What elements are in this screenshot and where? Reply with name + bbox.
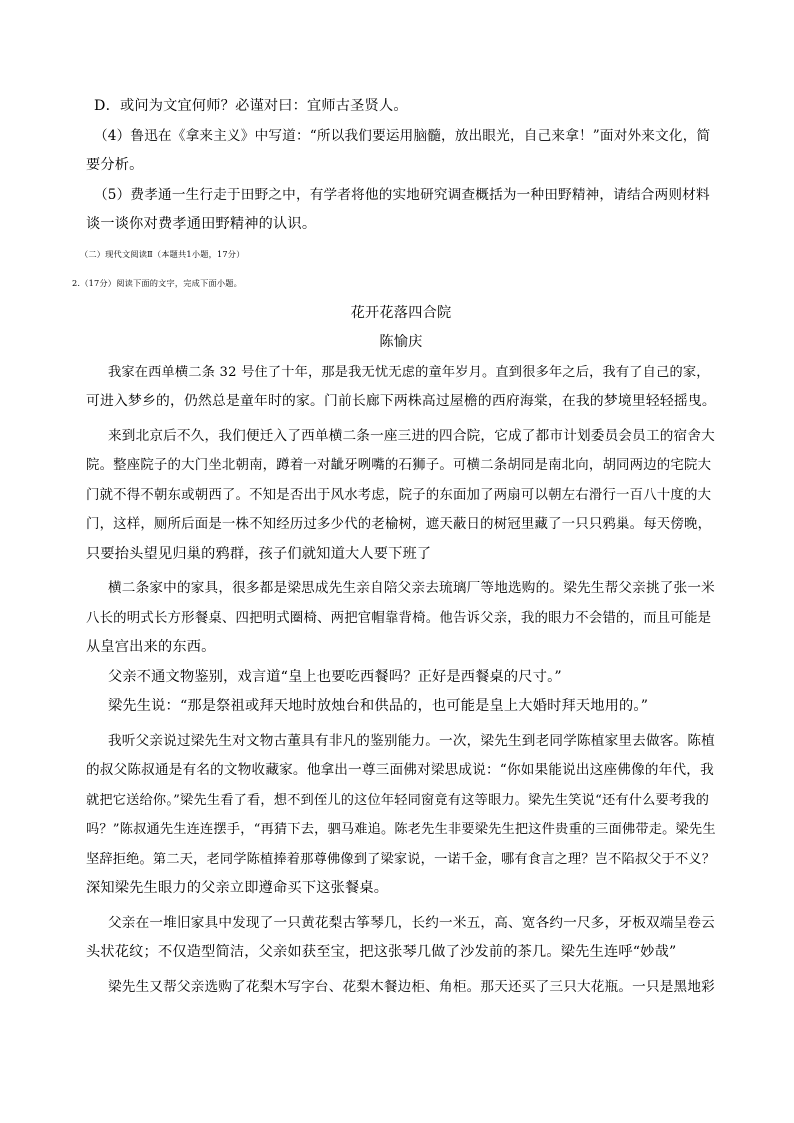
article-paragraph-4 bbox=[86, 663, 716, 693]
paragraph-line: 梁先生又帮父亲选购了花梨木写字台、花梨木餐边柜、角柜。那天还买了三只大花瓶。一只是黑地彩 bbox=[108, 978, 715, 995]
paragraph-line: 我家在西单横二条 32 号住了十年，那是我无忧无虑的童年岁月。直到很多年之后，我有了自己的家， bbox=[108, 364, 710, 380]
section-heading: （二）现代文阅读Ⅱ（本题共1小题，17分） bbox=[80, 248, 245, 259]
paragraph-line: 只要抬头望见归巢的鸦群，孩子们就知道大人要下班了 bbox=[86, 545, 432, 562]
paragraph-line: 父亲在一堆旧家具中发现了一只黄花梨古筝琴几，长约一米五，高、宽各约一尺多，牙板双端呈卷云 bbox=[108, 914, 715, 931]
paragraph-line: 门，这样，厕所后面是一株不知经历过多少代的老榆树，遮天蔽日的树冠里藏了一只只鸦巢。每天傍晚， bbox=[86, 517, 712, 532]
article-title: 花开花落四合院 bbox=[350, 304, 452, 321]
paragraph-line: 横二条家中的家具，很多都是梁思成先生亲自陪父亲去琉璃厂等地选购的。梁先生帮父亲挑了张一米 bbox=[108, 580, 715, 596]
paragraph-line: 门就不得不朝东或朝西了。不知是否出于风水考虑，院子的东面加了两扇可以朝左右滑行一百八十度的大 bbox=[86, 487, 712, 503]
question-5-line-2: 谈一谈你对费孝通田野精神的认识。 bbox=[86, 216, 317, 232]
article-author: 陈愉庆 bbox=[379, 334, 423, 350]
article-paragraph-1 bbox=[86, 358, 716, 417]
article-paragraph-6 bbox=[86, 727, 716, 904]
paragraph-line: 院。整座院子的大门坐北朝南，蹲着一对龇牙咧嘴的石狮子。可横二条胡同是南北向，胡同两边的宅院大 bbox=[86, 458, 712, 473]
paragraph-line: 坚辞拒绝。第二天，老同学陈植捧着那尊佛像到了梁家说，一诺千金，哪有食言之理？岂不陷叔父于不义？ bbox=[86, 851, 716, 867]
paragraph-line: 来到北京后不久，我们便迁入了西单横二条一座三进的四合院，它成了都市计划委员会员工的宿舍大 bbox=[108, 427, 715, 444]
paragraph-line: 吗？”陈叔通先生连连摆手，“再猜下去，驷马难追。陈老先生非要梁先生把这件贵重的三面佛带走。梁先生 bbox=[86, 822, 716, 837]
paragraph-line: 可进入梦乡的，仍然总是童年时的家。门前长廊下两株高过屋檐的西府海棠，在我的梦境里轻轻摇曳。 bbox=[86, 393, 716, 409]
article-paragraph-5 bbox=[86, 692, 716, 722]
paragraph-line: 父亲不通文物鉴别，戏言道“皇上也要吃西餐吗？正好是西餐桌的尺寸。” bbox=[108, 668, 562, 685]
paragraph-line: 八长的明式长方形餐桌、四把明式圈椅、两把官帽靠背椅。他告诉父亲，我的眼力不会错的，而且可能是 bbox=[86, 610, 712, 626]
paragraph-line: 深知梁先生眼力的父亲立即遵命买下这张餐桌。 bbox=[86, 880, 389, 896]
paragraph-line: 头状花纹；不仅造型简洁，父亲如获至宝，把这张琴几做了沙发前的茶几。梁先生连呼“妙哉” bbox=[86, 944, 677, 960]
question-4-line-2: 要分析。 bbox=[86, 157, 144, 173]
paragraph-line: 就把它送给你。”梁先生看了看，想不到侄儿的这位年轻同窗竟有这等眼力。梁先生笑说“还有什么要考我的 bbox=[86, 792, 710, 808]
question-5-line-1: （5）费孝通一生行走于田野之中，有学者将他的实地研究调查概括为一种田野精神，请结合两则材料 bbox=[94, 186, 710, 203]
article-paragraph-8 bbox=[86, 973, 716, 1003]
document-body bbox=[72, 92, 716, 1002]
paragraph-line: 我听父亲说过梁先生对文物古董具有非凡的鉴别能力。一次，梁先生到老同学陈植家里去做客。陈植 bbox=[108, 732, 715, 749]
paragraph-line: 的叔父陈叔通是有名的文物收藏家。他拿出一尊三面佛对梁思成说：“你如果能说出这座佛像的年代，我 bbox=[86, 762, 714, 778]
question-2-prompt: 2.（17分）阅读下面的文字，完成下面小题。 bbox=[72, 278, 243, 288]
paragraph-line: 梁先生说：“那是祭祖或拜天地时放烛台和供品的，也可能是皇上大婚时拜天地用的。” bbox=[108, 698, 649, 714]
question-4-line-1: （4）鲁迅在《拿来主义》中写道：“所以我们要运用脑髓，放出眼光，自己来拿！”面对外来文化，简 bbox=[94, 127, 711, 144]
paragraph-line: 从皇宫出来的东西。 bbox=[86, 639, 216, 655]
article-paragraph-3 bbox=[86, 574, 716, 663]
article-paragraph-2 bbox=[86, 422, 716, 570]
article-paragraph-7 bbox=[86, 909, 716, 968]
option-d: D．或问为文宜何师？必谨对曰：宜师古圣贤人。 bbox=[94, 98, 408, 114]
